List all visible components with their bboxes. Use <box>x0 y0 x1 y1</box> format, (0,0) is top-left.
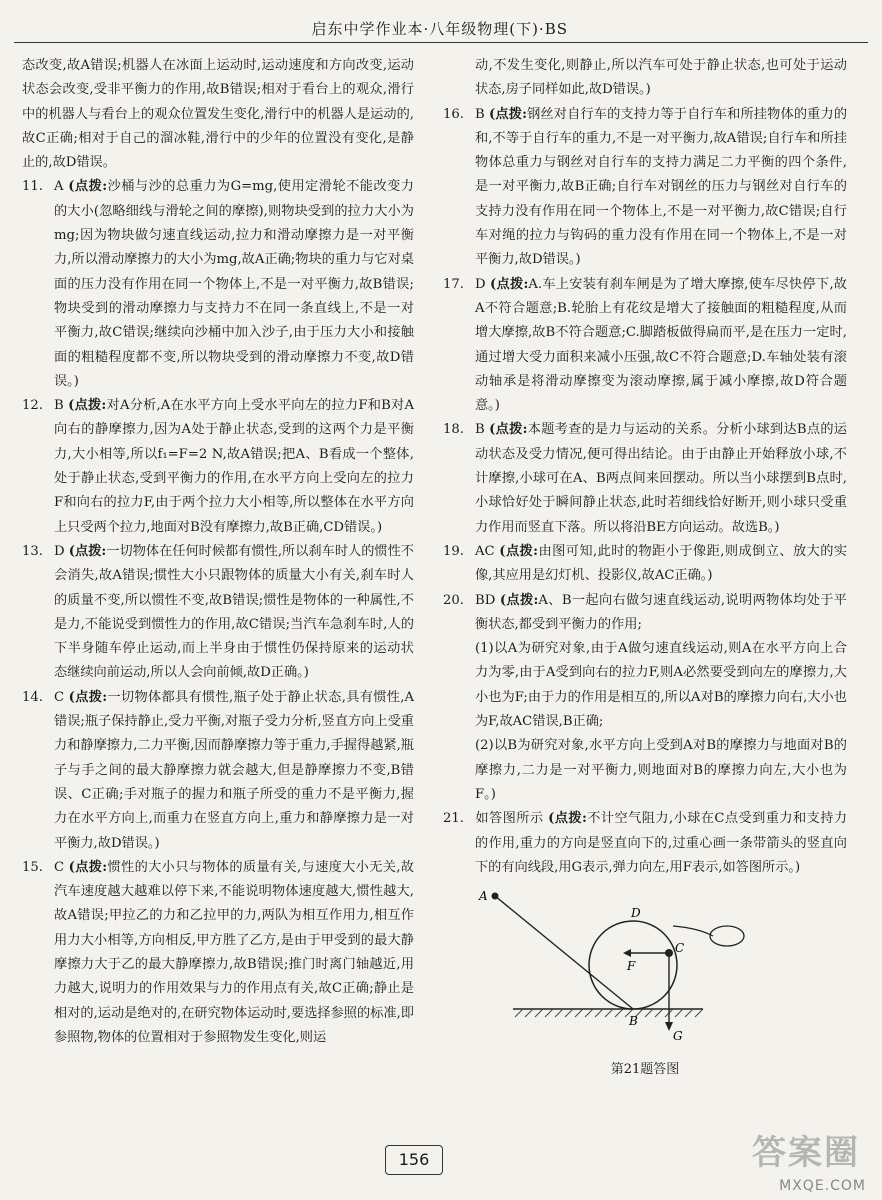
item-number: 19. <box>443 543 464 559</box>
item-number: 14. <box>22 689 43 705</box>
item-answer: 如答图所示 <box>475 811 544 827</box>
watermark-url: MXQE.COM <box>779 1178 866 1194</box>
watermark-logo: 答案圈 <box>752 1133 860 1173</box>
label-c: C <box>675 941 685 956</box>
page-number: 156 <box>385 1145 443 1175</box>
answer-item-14 <box>22 686 414 856</box>
right-intro: 动,不发生变化,则静止,所以汽车可处于静止状态,也可处于运动状态,房子同样如此,故D错误。) <box>475 58 847 98</box>
item-answer: AC <box>475 543 495 559</box>
right-items <box>443 103 847 638</box>
label-g: G <box>673 1029 683 1044</box>
figure-21-diagram <box>443 886 847 1056</box>
item-number: 21. <box>443 811 464 827</box>
answer-item-12 <box>22 394 414 540</box>
header-title: 启东中学作业本·八年级物理(下)·BS <box>311 20 568 38</box>
label-d: D <box>631 906 641 921</box>
item-explanation: A.车上安装有刹车闸是为了增大摩擦,使车尽快停下,故A不符合题意;B.轮胎上有花纹是增大了接触面的粗糙程度,从而增大摩擦,故B不符合题意;C.脚踏板做得扁而平,是在压力一定时,通过增大受力面积来减小压强,故C不符合题意;D.车轴处装有滚动轴承是将滑动摩擦变为滚动摩擦,属于减小摩擦,故D符合题意。) <box>475 276 847 414</box>
item-number: 13. <box>22 543 43 559</box>
item-hint-label: (点拨: <box>489 106 527 122</box>
exit-track <box>673 926 713 936</box>
answer-item-20 <box>443 589 847 638</box>
item-explanation: 对A分析,A在水平方向上受水平向左的拉力F和B对A向右的静摩擦力,因为A处于静止状态,受到的这两个力是平衡力,大小相等,所以f₁=F=2 N,故A错误;把A、B看成一个整体,处于静止状态,受到平衡力的作用,在水平方向上受向左的拉力F和向右的拉力F,由于两个拉力大小相等,所以整体在水平方向上只受两个拉力,地面对B没有摩擦力,故B正确,CD错误。) <box>54 398 414 535</box>
item-hint-label: (点拨: <box>490 276 529 292</box>
item-number: 16. <box>443 106 464 122</box>
item-explanation: 沙桶与沙的总重力为G=mg,使用定滑轮不能改变力的大小(忽略细线与滑轮之间的摩擦),则物块受到的拉力大小为mg;因为物块做匀速直线运动,拉力和滑动摩擦力是一对平衡力,所以滑动摩擦力的大小为mg,故A正确;物块的重力与它对桌面的压力没有作用在同一个物体上,不是一对平衡力,故B错误;物块受到的滑动摩擦力与支持力不在同一条直线上,不是一对平衡力,故C错误;继续向沙桶中加入沙子,由于压力大小和接触面的粗糙程度都不变,所以物块受到的滑动摩擦力不变,故D错误。) <box>54 179 414 389</box>
item-explanation: 一切物体都具有惯性,瓶子处于静止状态,具有惯性,A错误;瓶子保持静止,受力平衡,对瓶子受力分析,竖直方向上受重力和静摩擦力,二力平衡,因而静摩擦力等于重力,手握得越紧,瓶子与手之间的最大静摩擦力就会越大,但是静摩擦力不变,B错误、C正确;手对瓶子的握力和瓶子所受的重力不是平衡力,握力在水平方向上,而重力在竖直方向上,重力和静摩擦力是一对平衡力,故D错误。) <box>54 689 414 851</box>
item-number: 18. <box>443 422 464 438</box>
answer-item-17 <box>443 273 847 419</box>
left-intro: 态改变,故A错误;机器人在冰面上运动时,运动速度和方向改变,运动状态会改变,受非平衡力的作用,故B错误;相对于看台上的观众,滑行中的机器人与看台上的观众位置发生变化,滑行中的机器人是运动的,故C正确;相对于自己的溜冰鞋,滑行中的少年的位置没有变化,是静止的,故D错误。 <box>22 58 414 171</box>
item-answer: A <box>54 179 64 195</box>
q20-part2: (2)以B为研究对象,水平方向上受到A对B的摩擦力与地面对B的摩擦力,二力是一对平衡力,则地面对B的摩擦力向左,大小也为F。) <box>475 738 847 802</box>
track-slope <box>495 896 633 1009</box>
item-number: 17. <box>443 276 464 292</box>
item-answer: BD <box>475 592 496 608</box>
left-column <box>22 54 414 1050</box>
item-explanation: 由图可知,此时的物距小于像距,则成倒立、放大的实像,其应用是幻灯机、投影仪,故AC正确。) <box>475 543 848 584</box>
item-answer: D <box>475 276 486 292</box>
force-g-arrow <box>665 1022 673 1031</box>
answer-item-13 <box>22 540 414 686</box>
item-hint-label: (点拨: <box>68 179 108 195</box>
exit-ring <box>710 926 744 946</box>
item-hint-label: (点拨: <box>68 543 107 559</box>
label-f: F <box>627 959 636 974</box>
answer-item-11 <box>22 175 414 394</box>
item-explanation: 不计空气阻力,小球在C点受到重力和支持力的作用,重力的方向是竖直向下的,过重心画一条带箭头的竖直向下的有向线段,用G表示,弹力向左,用F表示,如答图所示。) <box>475 811 848 875</box>
item-explanation: 惯性的大小只与物体的质量有关,与速度大小无关,故汽车速度越大越难以停下来,不能说明物体速度越大,惯性越大,故A错误;甲拉乙的力和乙拉甲的力,两队为相互作用力,相互作用力大小相等,方向相反,甲方胜了乙方,是由于甲受到的最大静摩擦力大于乙的最大静摩擦力,故B错误;推门时离门轴越近,用力越大,说明力的作用效果与力的作用点有关,故C正确;静止是相对的,运动是绝对的,在研究物体运动时,要选择参照的标准,即参照物,物体的位置相对于参照物发生变化,则运 <box>54 859 414 1045</box>
item-explanation: 本题考查的是力与运动的关系。分析小球到达B点的运动状态及受力情况,便可得出结论。由于由静止开始释放小球,不计摩擦,小球可在A、B两点间来回摆动。所以当小球摆到B点时,小球恰好处于瞬间静止状态,此时若细线恰好断开,则小球只受重力作用而竖直下落。所以将沿BE方向运动。故选B。) <box>475 422 847 535</box>
answer-item-21 <box>443 807 847 880</box>
item-number: 15. <box>22 859 43 875</box>
item-answer: D <box>54 543 65 559</box>
q20-part1: (1)以A为研究对象,由于A做匀速直线运动,则A在水平方向上合力为零,由于A受到向右的拉力F,则A必然要受到向左的摩擦力,大小也为F;由于力的作用是相互的,所以A对B的摩擦力向右,大小也为F,故AC错误,B正确; <box>475 641 847 730</box>
item-answer: B <box>475 106 485 122</box>
item-answer: B <box>54 398 64 414</box>
item-number: 20. <box>443 592 464 608</box>
item-hint-label: (点拨: <box>489 422 528 438</box>
ground-hatch <box>515 1009 703 1017</box>
item-explanation: 钢丝对自行车的支持力等于自行车和所挂物体的重力的和,不等于自行车的重力,不是一对平衡力,故A错误;自行车和所挂物体总重力与钢丝对自行车的支持力满足二力平衡的四个条件,是一对平衡力,故B正确;自行车对钢丝的压力与钢丝对自行车的支持力没有作用在同一个物体上,不是一对平衡力,故C错误;自行车对绳的拉力与钩码的重力没有作用在同一个物体上,不是一对平衡力,故D错误。) <box>475 106 848 268</box>
answer-item-15 <box>22 856 414 1050</box>
item-hint-label: (点拨: <box>68 689 108 705</box>
item-answer: B <box>475 422 485 438</box>
answer-item-18 <box>443 418 847 539</box>
item-number: 11. <box>22 179 43 195</box>
item-answer: C <box>54 689 65 705</box>
figure-21 <box>443 886 847 1056</box>
item-explanation: A、B一起向右做匀速直线运动,说明两物体均处于平衡状态,都受到平衡力的作用; <box>475 592 847 632</box>
point-a-ball <box>492 893 499 900</box>
label-a: A <box>479 889 488 904</box>
force-f-arrow <box>623 949 631 957</box>
item-hint-label: (点拨: <box>68 398 107 414</box>
left-items <box>22 175 414 1050</box>
page-header <box>14 8 868 43</box>
right-column <box>443 54 847 1082</box>
answer-item-16 <box>443 103 847 273</box>
figure-caption: 第21题答图 <box>610 1062 680 1078</box>
answer-item-19 <box>443 540 847 589</box>
item-explanation: 一切物体在任何时候都有惯性,所以刹车时人的惯性不会消失,故A错误;惯性大小只跟物体的质量大小有关,刹车时人的质量不变,所以惯性不变,故B错误;惯性是物体的一种属性,不是力,不能说受到惯性力的作用,故C错误;当汽车急刹车时,人的下半身随车停止运动,而上半身由于惯性仍保持原来的运动状态继续向前运动,所以人会向前倾,故D正确。) <box>54 543 414 681</box>
item-hint-label: (点拨: <box>68 859 108 875</box>
item-number: 12. <box>22 398 43 414</box>
item-answer: C <box>54 859 65 875</box>
item-hint-label: (点拨: <box>548 811 587 827</box>
item-hint-label: (点拨: <box>499 592 539 608</box>
label-b: B <box>629 1014 638 1029</box>
item-hint-label: (点拨: <box>499 543 539 559</box>
